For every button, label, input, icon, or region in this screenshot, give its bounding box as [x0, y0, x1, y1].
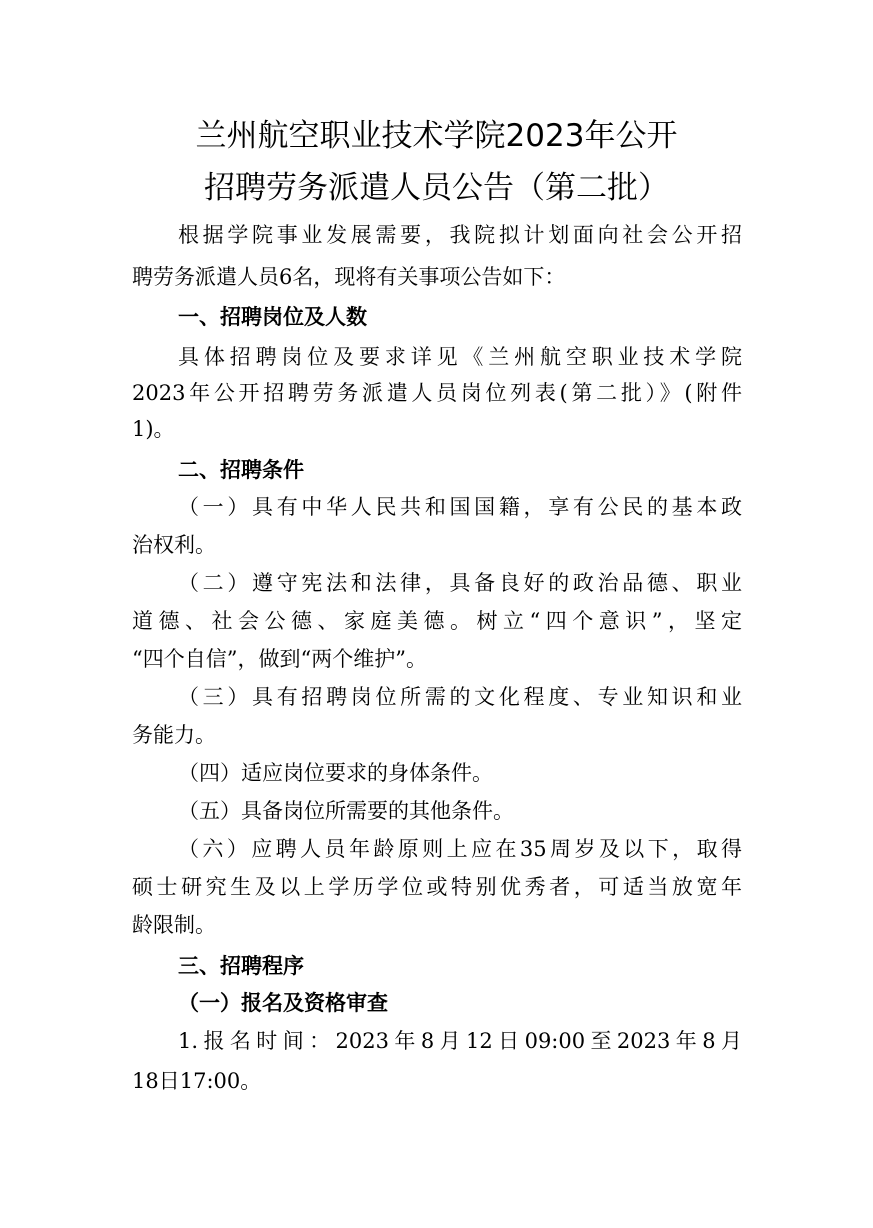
section-3-sub-1-line-2: 18日17:00。	[132, 1069, 262, 1093]
section-2-item-6-line-1: （六）应聘人员年龄原则上应在35周岁及以下，取得	[178, 837, 742, 861]
document-title-line-2: 招聘劳务派遣人员公告（第二批）	[204, 170, 669, 206]
section-1-heading: 一、招聘岗位及人数	[178, 305, 367, 329]
section-2-item-2-line-3: “四个自信”，做到“两个维护”。	[132, 647, 427, 671]
section-2-item-5: （五）具备岗位所需要的其他条件。	[178, 799, 514, 823]
section-3-heading: 三、招聘程序	[178, 954, 304, 978]
section-1-line-3: 1)。	[132, 417, 175, 441]
section-2-item-2-line-2: 道德、社会公德、家庭美德。树立“四个意识”，坚定	[132, 609, 742, 633]
section-2-item-3-line-2: 务能力。	[132, 723, 216, 747]
section-2-item-4: （四）适应岗位要求的身体条件。	[178, 761, 493, 785]
section-2-heading: 二、招聘条件	[178, 458, 304, 482]
intro-line-1: 根据学院事业发展需要，我院拟计划面向社会公开招	[178, 223, 742, 247]
section-2-item-1-line-1: （一）具有中华人民共和国国籍，享有公民的基本政	[178, 495, 742, 519]
section-1-line-2: 2023年公开招聘劳务派遣人员岗位列表(第二批）》(附件	[132, 381, 742, 405]
section-2-item-3-line-1: （三）具有招聘岗位所需的文化程度、专业知识和业	[178, 685, 742, 709]
section-2-item-1-line-2: 治权利。	[132, 533, 216, 557]
section-3-sub-1-line-1: 1.报名时间：2023年8月12日09:00至2023年8月	[178, 1029, 742, 1053]
section-3-sub-1-heading: （一）报名及资格审查	[178, 990, 388, 1015]
section-2-item-6-line-3: 龄限制。	[132, 913, 216, 937]
section-2-item-2-line-1: （二）遵守宪法和法律，具备良好的政治品德、职业	[178, 571, 742, 595]
document-title-line-1: 兰州航空职业技术学院2023年公开	[195, 118, 678, 154]
section-1-line-1: 具体招聘岗位及要求详见《兰州航空职业技术学院	[178, 345, 742, 369]
intro-line-2: 聘劳务派遣人员6名，现将有关事项公告如下：	[132, 265, 566, 289]
section-2-item-6-line-2: 硕士研究生及以上学历学位或特别优秀者，可适当放宽年	[132, 875, 742, 899]
